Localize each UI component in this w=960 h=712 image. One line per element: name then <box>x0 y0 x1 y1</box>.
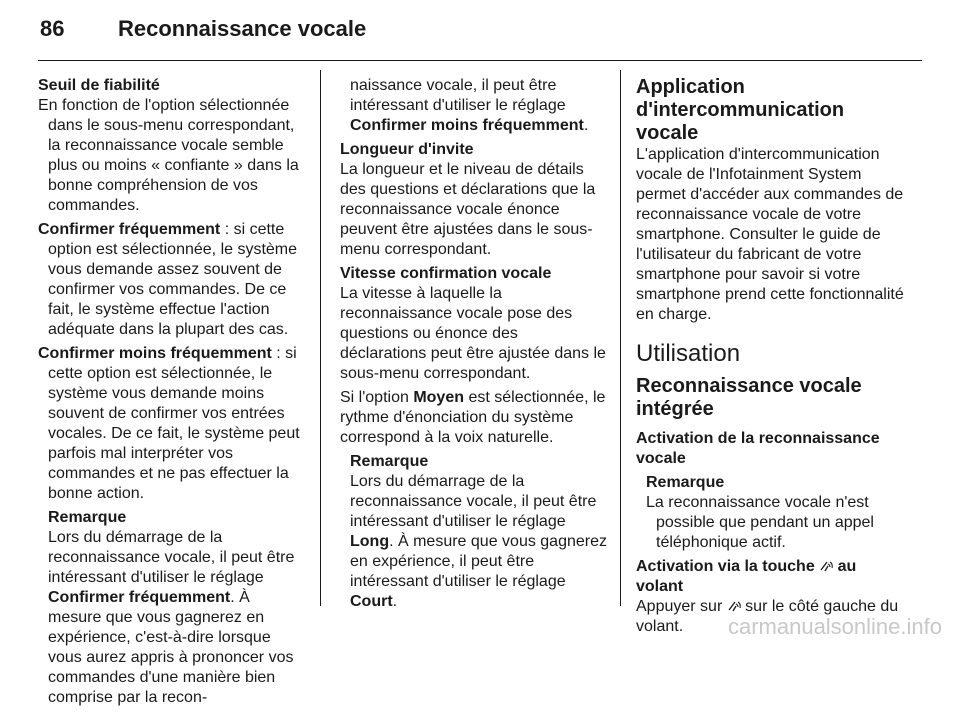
heading-activation: Activation de la reconnaissance vocale <box>636 430 880 467</box>
moyen-text-a: Si l'option <box>340 389 414 406</box>
paragraph-moyen <box>340 388 608 448</box>
page-number: 86 <box>40 16 65 41</box>
paragraph-option-1 <box>38 220 306 340</box>
note-1-title: Remarque <box>48 509 127 526</box>
watermark: carmanualsonline.info <box>727 614 942 639</box>
cont-bold: Confirmer moins fréquemment <box>350 117 584 134</box>
heading-application: Application d'intercommunication vocale <box>636 76 845 144</box>
appuyer-text-b: sur le côté gauche du volant. <box>636 598 899 635</box>
page-header <box>40 16 366 42</box>
note-1-bold: Confirmer fréquemment <box>48 589 231 606</box>
touche-text-b: au volant <box>636 558 857 595</box>
option-2-text: : si cette option est sélectionnée, le système vous demande moins souvent de confirmer vos entrées vocales. De ce fait, le système peut parfois mal interpréter vos commandes et ne pas effectuer la bonne action. <box>48 345 300 502</box>
paragraph-application: L'application d'intercommunication vocale de l'Infotainment System permet d'accéder aux commandes de reconnaissance vocale de votre smartphone. Consulter le guide de l'utilisateur du fabricant de votre smartphone pour savoir si votre smartphone prend cette fonctionnalité en charge. <box>636 146 904 323</box>
note-2-title: Remarque <box>350 453 429 470</box>
appuyer-text-a: Appuyer sur <box>636 598 727 615</box>
paragraph-vitesse: La vitesse à laquelle la reconnaissance vocale pose des questions ou énonce des déclarations peut être ajustée dans le sous-menu correspondant. <box>340 285 606 382</box>
column-1 <box>38 76 306 712</box>
option-2-label: Confirmer moins fréquemment <box>38 345 272 362</box>
note-3-title: Remarque <box>646 474 725 491</box>
heading-integree: Reconnaissance vocale intégrée <box>636 375 862 420</box>
note-3-text: La reconnaissance vocale n'est possible que pendant un appel téléphonique actif. <box>646 494 874 551</box>
heading-seuil: Seuil de fiabilité <box>38 77 160 94</box>
paragraph-option-2 <box>38 344 306 504</box>
voice-control-icon <box>819 558 833 570</box>
paragraph-seuil: En fonction de l'option sélectionnée dans le sous-menu correspondant, la reconnaissance vocale semble plus ou moins « confiante » dans la bonne compréhension de vos commandes. <box>38 97 299 214</box>
note-2-end: . <box>392 593 398 610</box>
note-3 <box>636 473 904 553</box>
voice-control-icon <box>727 598 741 610</box>
cont-end: . <box>583 117 589 134</box>
heading-longueur: Longueur d'invite <box>340 141 474 158</box>
column-divider-1 <box>320 70 321 606</box>
column-2 <box>340 76 608 616</box>
moyen-bold: Moyen <box>413 389 464 406</box>
touche-text-a: Activation via la touche <box>636 558 820 575</box>
cont-text: naissance vocale, il peut être intéressant d'utiliser le réglage <box>350 77 566 114</box>
moyen-text-b: est sélectionnée, le rythme d'énonciation du système correspond à la voix naturelle. <box>340 389 606 446</box>
heading-touche <box>636 557 904 597</box>
note-2-bold-2: Court <box>350 593 393 610</box>
heading-vitesse: Vitesse confirmation vocale <box>340 265 552 282</box>
note-2 <box>340 452 608 612</box>
page-title: Reconnaissance vocale <box>118 16 367 41</box>
option-1-text: : si cette option est sélectionnée, le système vous demande assez souvent de confirmer vos commandes. De ce fait, le système effectue l'action adéquate dans la plupart des cas. <box>48 221 298 338</box>
note-2-text-b: . À mesure que vous gagnerez en expérience, il peut être intéressant d'utiliser le réglage <box>350 533 607 590</box>
note-2-text <box>350 472 608 612</box>
note-1-text-b: . À mesure que vous gagnerez en expérience, c'est-à-dire lorsque vous aurez appris à prononcer vos commandes d'une manière bien comprise par la recon- <box>48 589 294 706</box>
note-2-bold-1: Long <box>350 533 390 550</box>
note-2-text-a: Lors du démarrage de la reconnaissance vocale, il peut être intéressant d'utiliser le réglage <box>350 473 597 530</box>
header-rule <box>38 60 922 61</box>
note-1-text-a: Lors du démarrage de la reconnaissance vocale, il peut être intéressant d'utiliser le réglage <box>48 529 295 586</box>
heading-utilisation: Utilisation <box>636 340 741 367</box>
column-3 <box>636 76 904 641</box>
option-1-label: Confirmer fréquemment <box>38 221 221 238</box>
note-1-text <box>48 528 306 708</box>
column-divider-2 <box>620 70 621 606</box>
note-1-continuation <box>340 76 608 136</box>
note-1 <box>38 508 306 708</box>
paragraph-longueur: La longueur et le niveau de détails des questions et déclarations que la reconnaissance vocale énonce peuvent être ajustées dans le sous-menu correspondant. <box>340 161 596 258</box>
